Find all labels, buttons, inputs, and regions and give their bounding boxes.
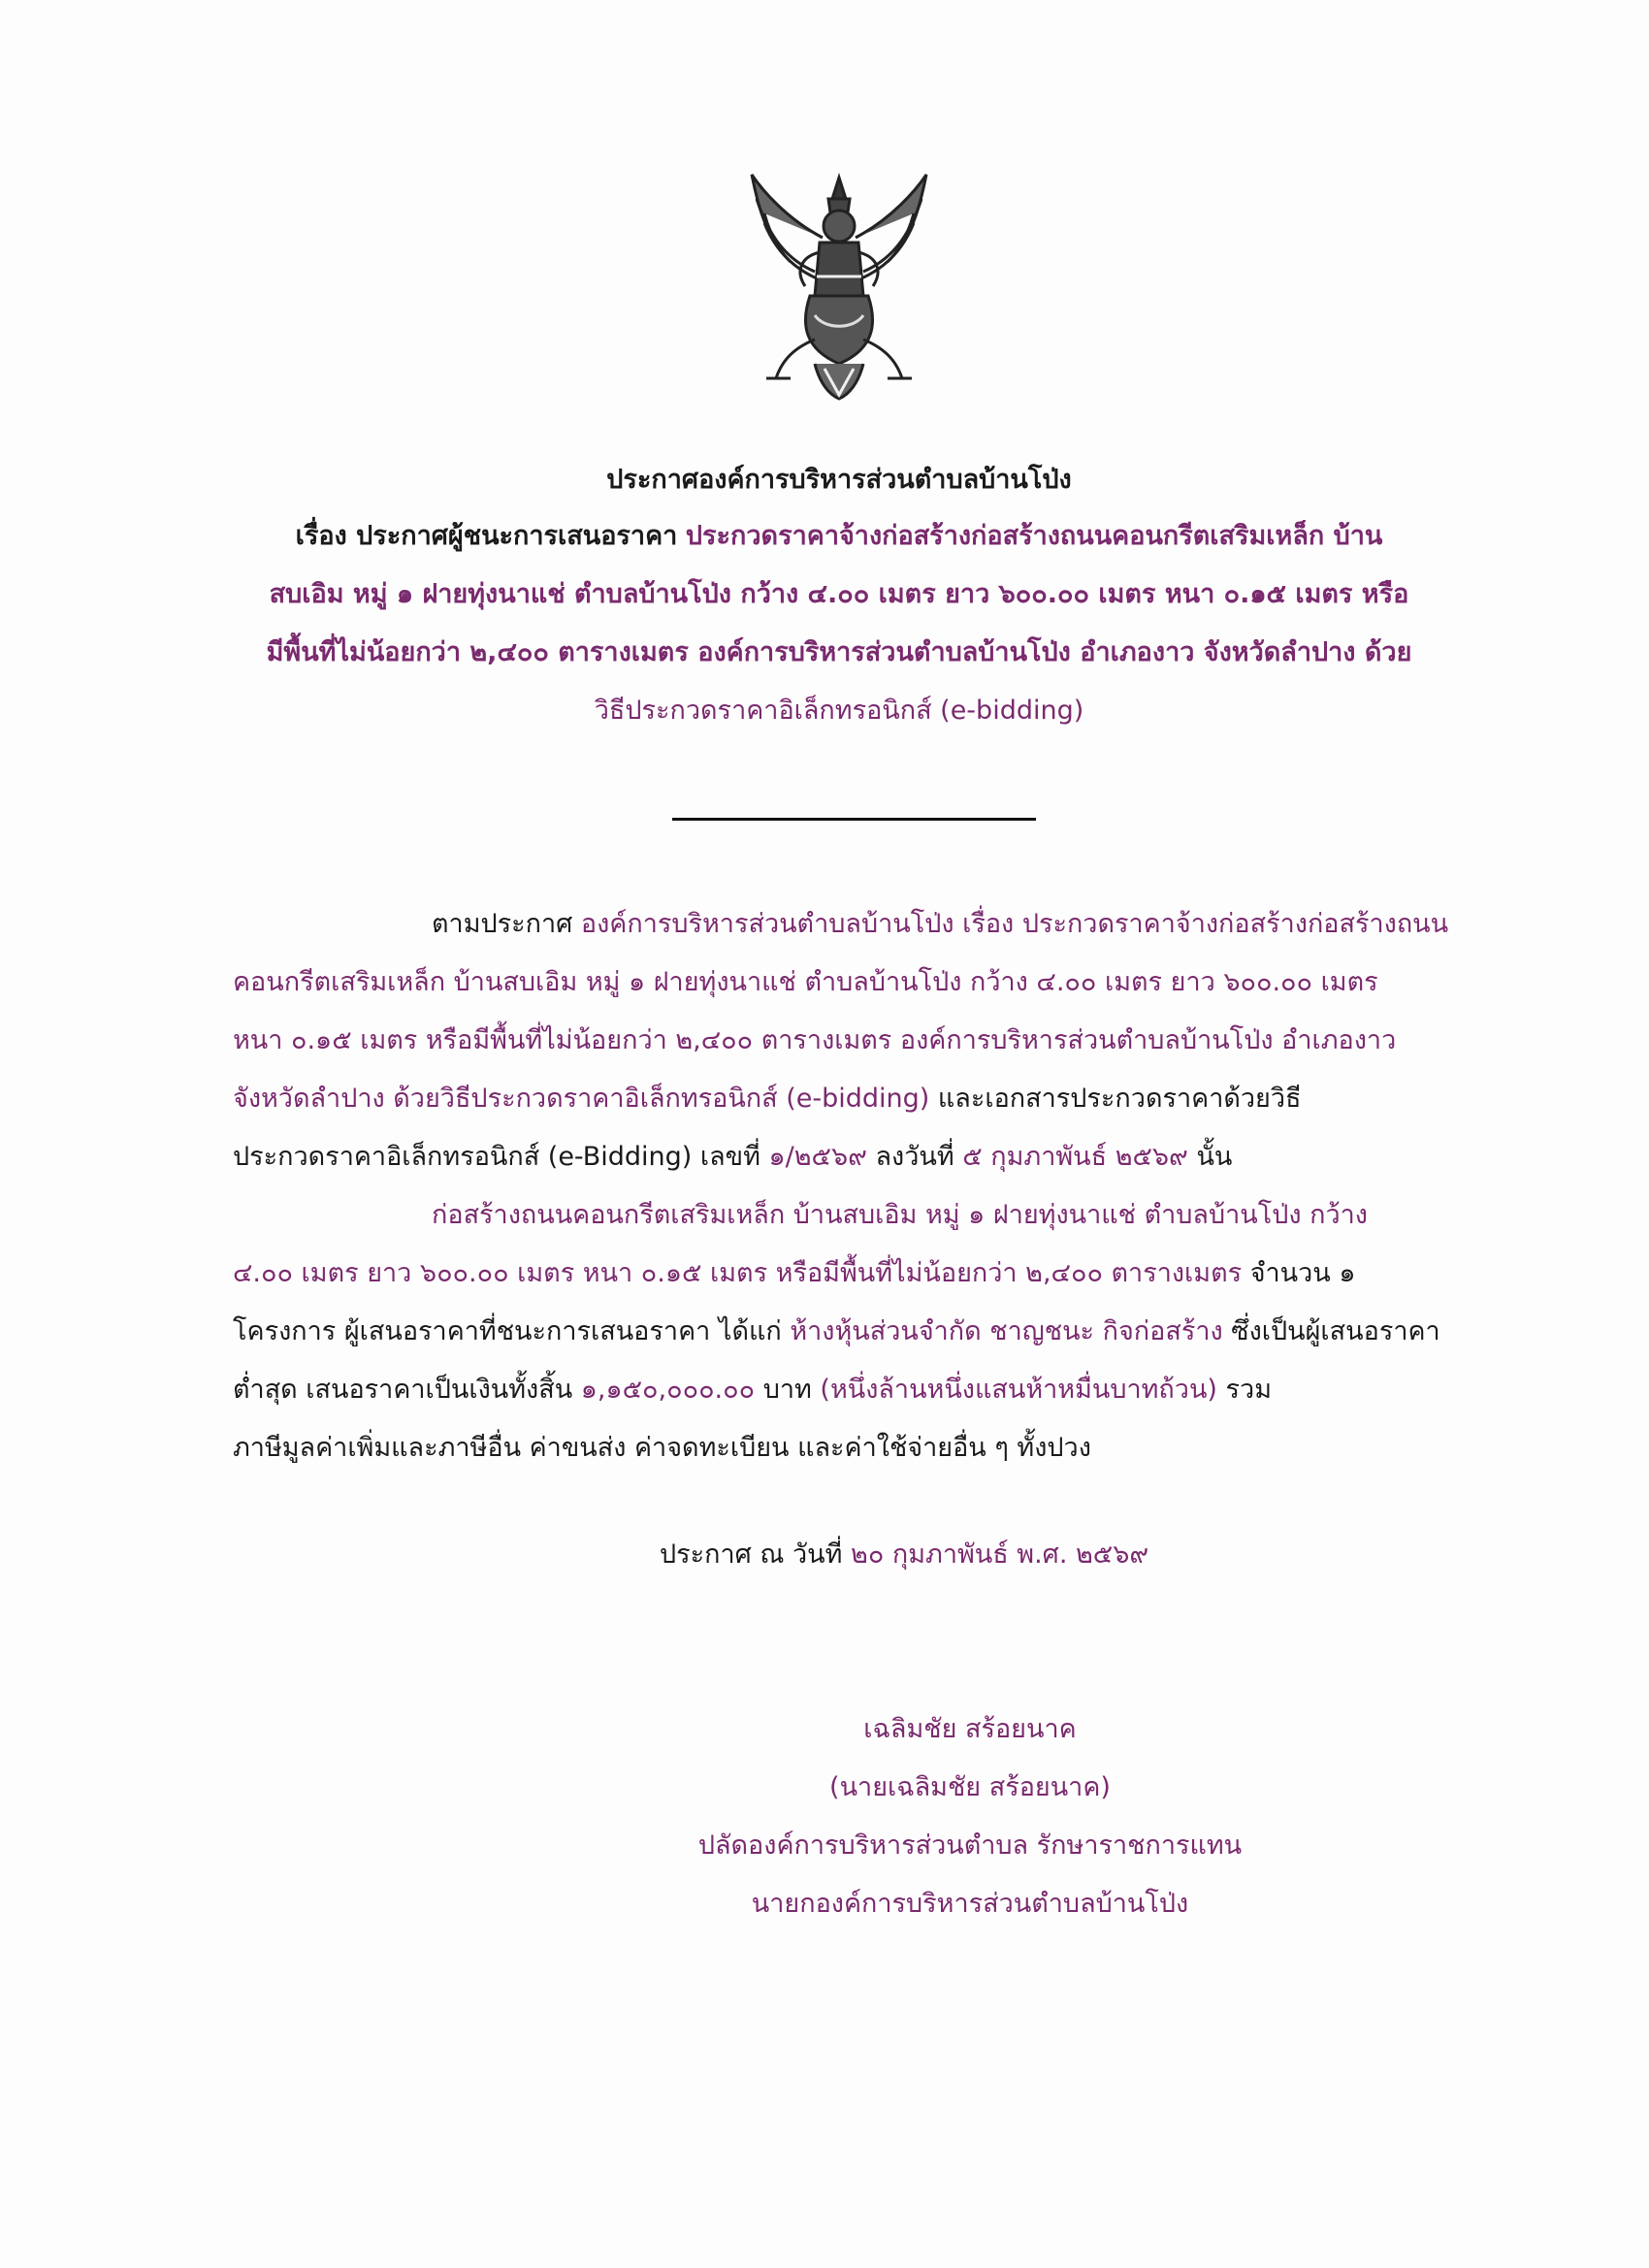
p2-line-2 [233,1251,1445,1293]
p1-line-3: หนา ๐.๑๕ เมตร หรือมีพื้นที่ไม่น้อยกว่า ๒,๔๐๐ ตารางเมตร องค์การบริหารส่วนตำบลบ้านโป่ง อำเภองาว [233,1025,1397,1055]
p1-text: ประกวดราคาอิเล็กทรอนิกส์ (e-Bidding) เลขที่ [233,1142,760,1172]
bid-amount-words: (หนึ่งล้านหนึ่งแสนห้าหมื่นบาทถ้วน) [820,1375,1217,1405]
signed-name: เฉลิมชัย สร้อยนาค [863,1714,1077,1744]
p1-text: จังหวัดลำปาง ด้วยวิธีประกวดราคาอิเล็กทรอนิกส์ (e-bidding) [233,1084,930,1114]
position-line-2: นายกองค์การบริหารส่วนตำบลบ้านโป่ง [751,1889,1189,1919]
subject-line-3: มีพื้นที่ไม่น้อยกว่า ๒,๔๐๐ ตารางเมตร องค์การบริหารส่วนตำบลบ้านโป่ง อำเภองาว จังหวัดลำปาง ด้วย [266,637,1412,667]
p2-text: รวม [1225,1375,1272,1405]
p2-line-5: ภาษีมูลค่าเพิ่มและภาษีอื่น ค่าขนส่ง ค่าจดทะเบียน และค่าใช้จ่ายอื่น ๆ ทั้งปวง [233,1433,1091,1463]
p2-line-1: ก่อสร้างถนนคอนกรีตเสริมเหล็ก บ้านสบเอิม หมู่ ๑ ฝายทุ่งนาแช่ ตำบลบ้านโป่ง กว้าง [432,1200,1368,1230]
p2-text: ๔.๐๐ เมตร ยาว ๖๐๐.๐๐ เมตร หนา ๐.๑๕ เมตร หรือมีพื้นที่ไม่น้อยกว่า ๒,๔๐๐ ตารางเมตร [233,1258,1243,1288]
announce-date-line [660,1533,1339,1574]
winner-name: ห้างหุ้นส่วนจำกัด ชาญชนะ กิจก่อสร้าง [790,1316,1223,1346]
full-name: (นายเฉลิมชัย สร้อยนาค) [829,1772,1111,1802]
garuda-emblem-icon [747,170,931,403]
p1-text: และเอกสารประกวดราคาด้วยวิธี [937,1084,1302,1114]
position-line-1: ปลัดองค์การบริหารส่วนตำบล รักษาราชการแทน [697,1831,1243,1861]
doc-date: ๕ กุมภาพันธ์ ๒๕๖๙ [962,1142,1188,1172]
p1-line-4 [233,1077,1445,1118]
p1-text: นั้น [1196,1142,1233,1172]
p1-text: ตามประกาศ [432,909,573,939]
subject-line-1 [233,514,1445,556]
bid-amount: ๑,๑๕๐,๐๐๐.๐๐ [580,1375,756,1405]
org-title: ประกาศองค์การบริหารส่วนตำบลบ้านโป่ง [606,465,1072,495]
p2-text: ซึ่งเป็นผู้เสนอราคา [1231,1316,1440,1346]
announce-date: ๒๐ กุมภาพันธ์ พ.ศ. ๒๕๖๙ [851,1539,1149,1570]
p1-text: ลงวันที่ [875,1142,954,1172]
p2-text: โครงการ ผู้เสนอราคาที่ชนะการเสนอราคา ได้แก่ [233,1316,782,1346]
subject-line-4: วิธีประกวดราคาอิเล็กทรอนิกส์ (e-bidding) [594,696,1084,726]
p1-line-5 [233,1135,1445,1177]
divider [672,818,1036,821]
p2-text: บาท [762,1375,812,1405]
p1-text: องค์การบริหารส่วนตำบลบ้านโป่ง เรื่อง ประกวดราคาจ้างก่อสร้างก่อสร้างถนน [580,909,1449,939]
doc-number: ๑/๒๕๖๙ [768,1142,867,1172]
p2-text: ต่ำสุด เสนอราคาเป็นเงินทั้งสิ้น [233,1375,573,1405]
p1-line-1 [432,902,1449,944]
p2-text: จำนวน ๑ [1249,1258,1356,1288]
subject-text: ประกวดราคาจ้างก่อสร้างก่อสร้างถนนคอนกรีตเสริมเหล็ก บ้าน [685,521,1383,551]
subject-line-2: สบเอิม หมู่ ๑ ฝายทุ่งนาแช่ ตำบลบ้านโป่ง กว้าง ๔.๐๐ เมตร ยาว ๖๐๐.๐๐ เมตร หนา ๐.๑๕ เมตร หรือ [269,579,1409,609]
p2-line-3 [233,1310,1445,1351]
p2-line-4 [233,1368,1445,1409]
p1-line-2: คอนกรีตเสริมเหล็ก บ้านสบเอิม หมู่ ๑ ฝายทุ่งนาแช่ ตำบลบ้านโป่ง กว้าง ๔.๐๐ เมตร ยาว ๖๐๐.๐๐ เมตร [233,967,1378,997]
subject-prefix: เรื่อง ประกาศผู้ชนะการเสนอราคา [295,521,678,551]
announce-prefix: ประกาศ ณ วันที่ [660,1539,843,1570]
